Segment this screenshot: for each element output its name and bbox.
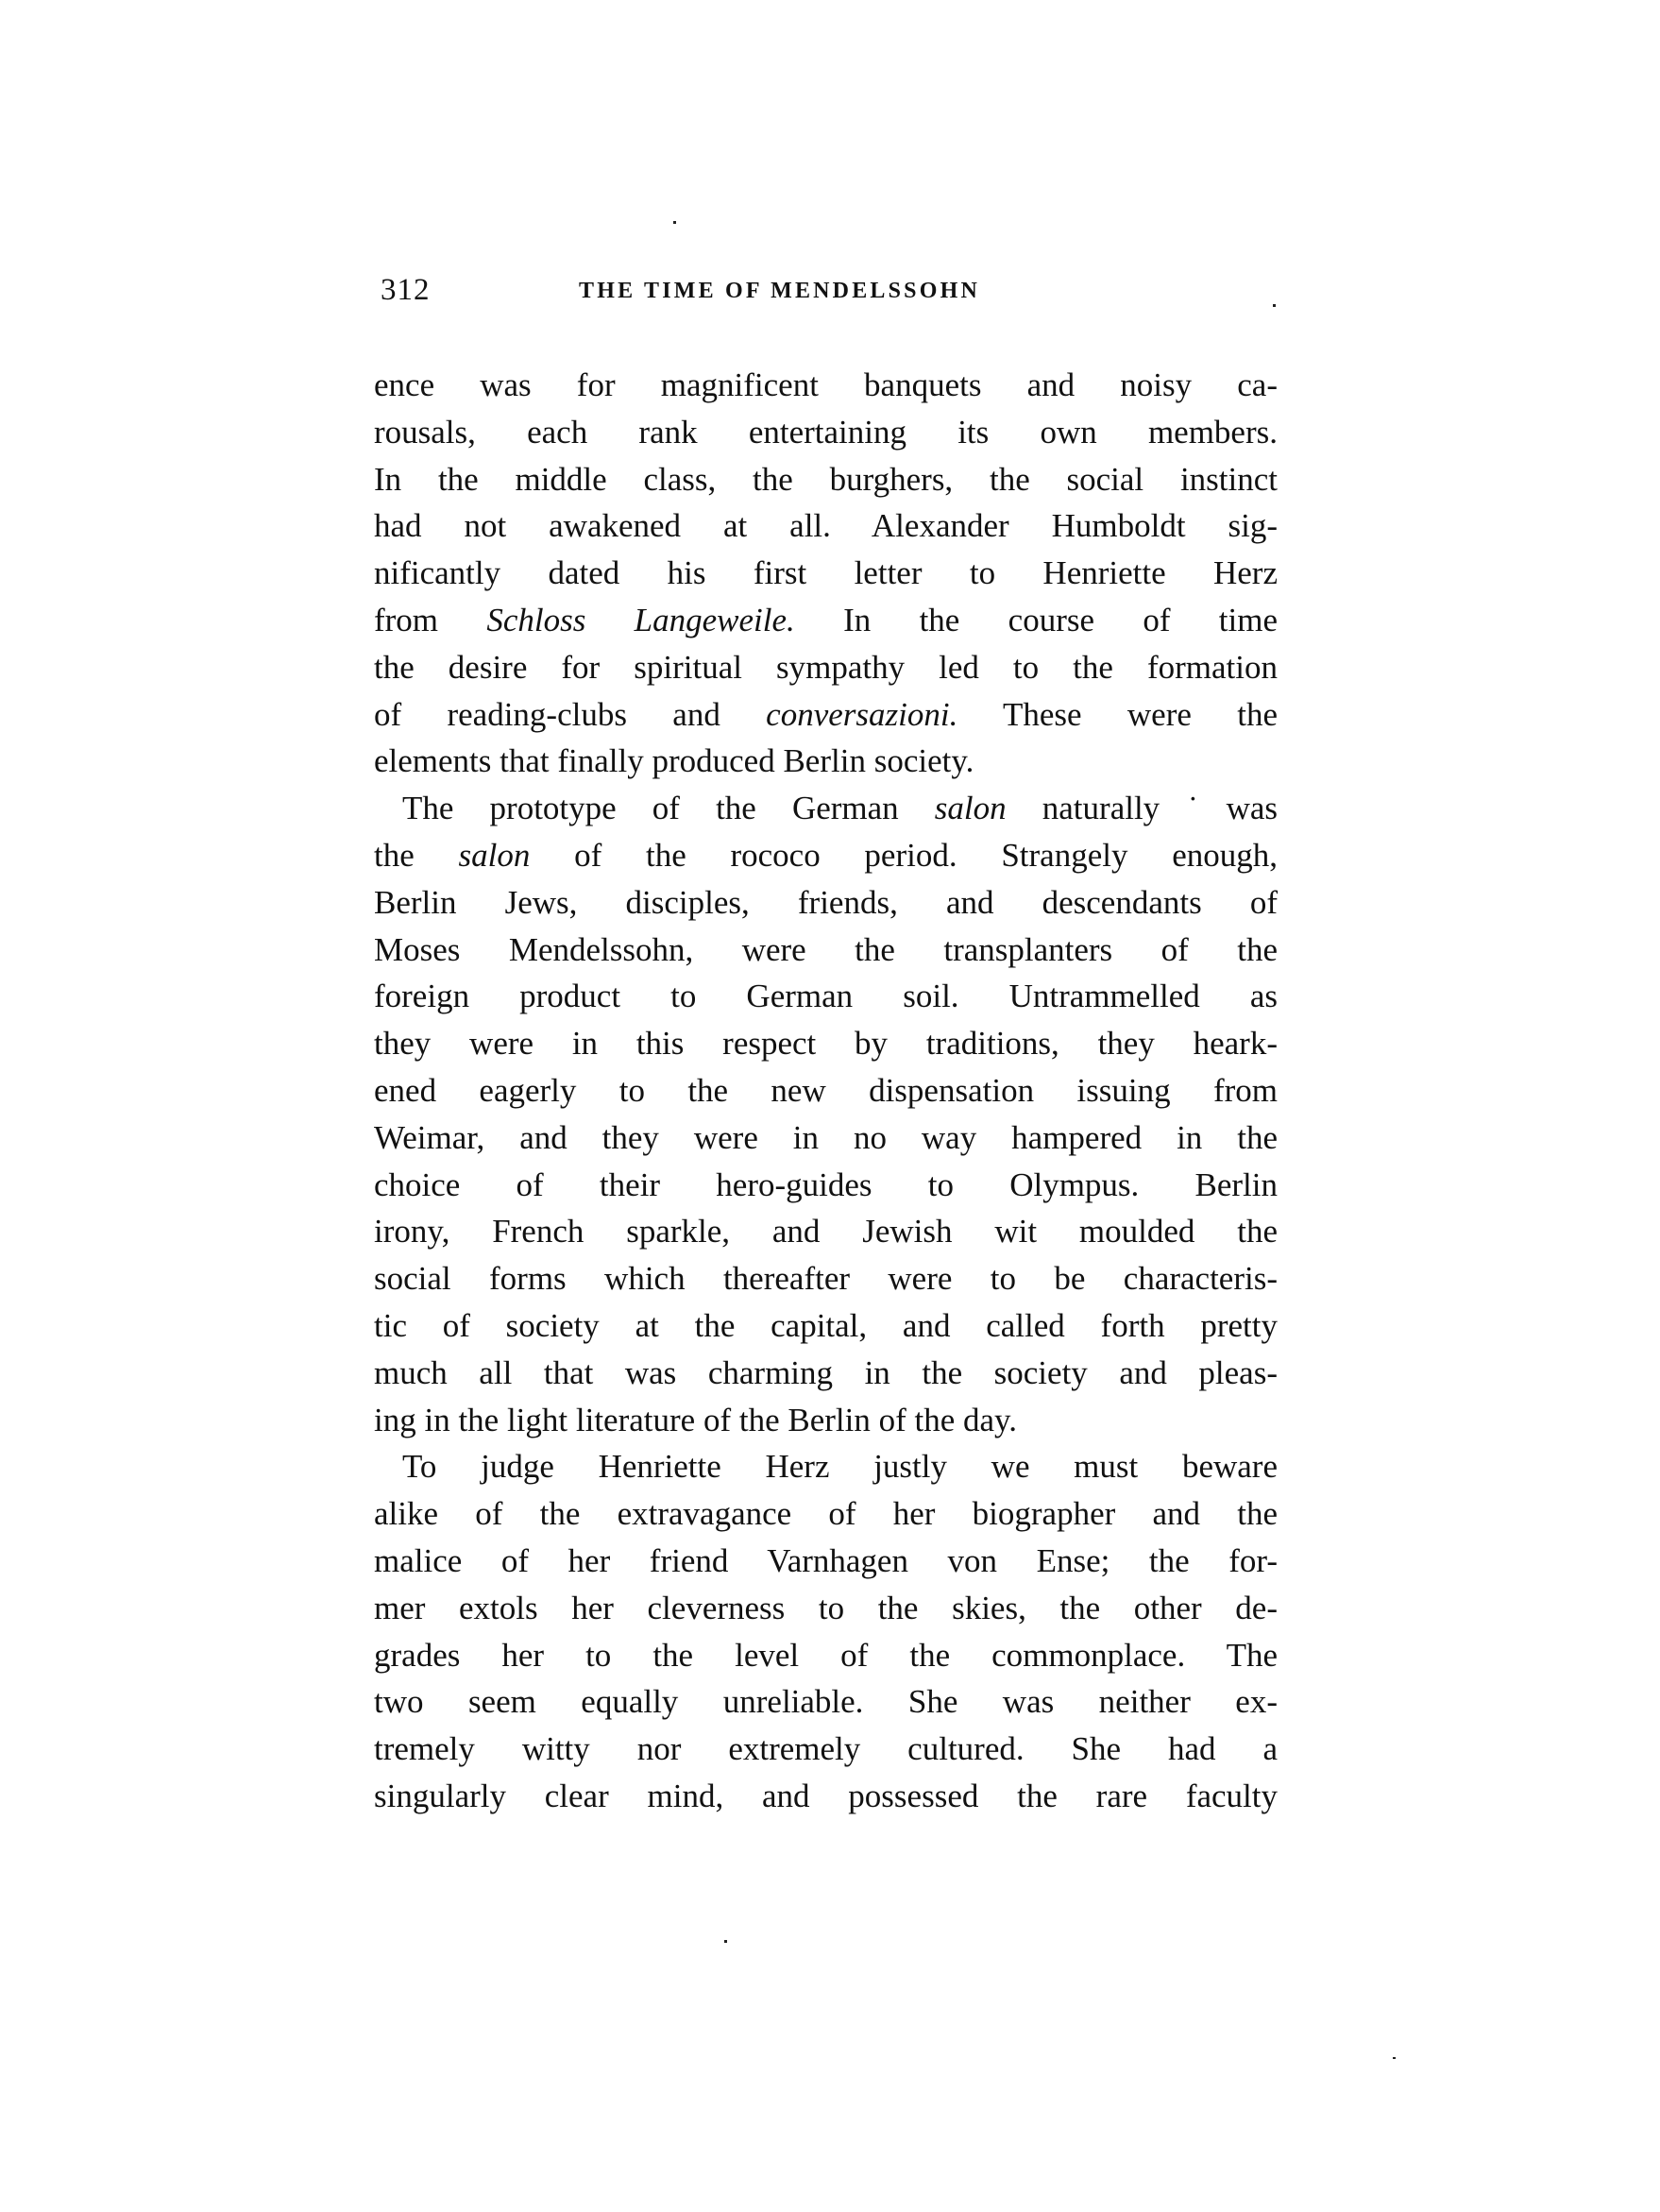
text-line (374, 832, 1278, 879)
text-run: These were the (957, 695, 1278, 733)
italic-term: salon (458, 837, 531, 874)
text-line (374, 785, 1278, 832)
text-line (374, 691, 1278, 739)
text-line: malice of her friend Varnhagen von Ense; the for- (374, 1542, 1278, 1579)
scan-speck (1273, 304, 1276, 307)
text-line: choice of their hero-guides to Olympus. Berlin (374, 1166, 1278, 1203)
text-line: mer extols her cleverness to the skies, the other de- (374, 1589, 1278, 1626)
text-line: alike of the extravagance of her biographer and the (374, 1495, 1278, 1533)
text-run: of reading-clubs and (374, 695, 767, 733)
text-line: In the middle class, the burghers, the social instinct (374, 460, 1278, 498)
scan-speck (673, 221, 676, 224)
text-line: tic of society at the capital, and called forth pretty (374, 1307, 1278, 1344)
text-line: rousals, each rank entertaining its own members. (374, 413, 1278, 451)
text-line: much all that was charming in the society and pleas- (374, 1353, 1278, 1391)
page-number: 312 (381, 273, 431, 307)
scan-speck (1393, 2057, 1396, 2059)
text-line: Moses Mendelssohn, were the transplanters of the (374, 930, 1278, 968)
running-head (378, 273, 1284, 307)
text-run: naturally˙was (1006, 790, 1278, 827)
text-line: irony, French sparkle, and Jewish wit moulded the (374, 1213, 1278, 1251)
text-line: the desire for spiritual sympathy led to the formation (374, 648, 1278, 686)
text-line: two seem equally unreliable. She was neither ex- (374, 1683, 1278, 1721)
text-run: In the course of time (794, 602, 1278, 638)
italic-term: conversazioni. (766, 695, 958, 733)
text-line: ened eagerly to the new dispensation issuing from (374, 1072, 1278, 1109)
text-line (374, 597, 1278, 644)
text-run: The prototype of the German (402, 790, 935, 827)
text-run: of the rococo period. Strangely enough, (530, 837, 1278, 874)
text-line: To judge Henriette Herz justly we must beware (402, 1448, 1278, 1486)
text-line: grades her to the level of the commonplace. The (374, 1636, 1278, 1674)
running-title: THE TIME OF MENDELSSOHN (579, 279, 980, 303)
text-line: ence was for magnificent banquets and noisy ca- (374, 366, 1278, 403)
text-line: social forms which thereafter were to be characteris- (374, 1260, 1278, 1298)
italic-term: Schloss Langeweile. (486, 602, 795, 638)
text-run: from (374, 602, 487, 638)
text-line: ing in the light literature of the Berlin of the day. (374, 1401, 1018, 1438)
text-line: Berlin Jews, disciples, friends, and descendants of (374, 883, 1278, 921)
text-line: tremely witty nor extremely cultured. She had a (374, 1730, 1278, 1768)
text-line: foreign product to German soil. Untrammelled as (374, 978, 1278, 1015)
text-run: the (374, 837, 459, 874)
text-line: elements that finally produced Berlin society. (374, 742, 974, 780)
text-line: they were in this respect by traditions, they heark- (374, 1025, 1278, 1063)
scan-speck (724, 1940, 727, 1943)
text-line: Weimar, and they were in no way hampered in the (374, 1118, 1278, 1156)
text-line: singularly clear mind, and possessed the rare faculty (374, 1778, 1278, 1814)
text-line: nificantly dated his first letter to Henriette Herz (374, 554, 1278, 592)
italic-term: salon (934, 790, 1007, 827)
text-line: had not awakened at all. Alexander Humboldt sig- (374, 507, 1278, 545)
